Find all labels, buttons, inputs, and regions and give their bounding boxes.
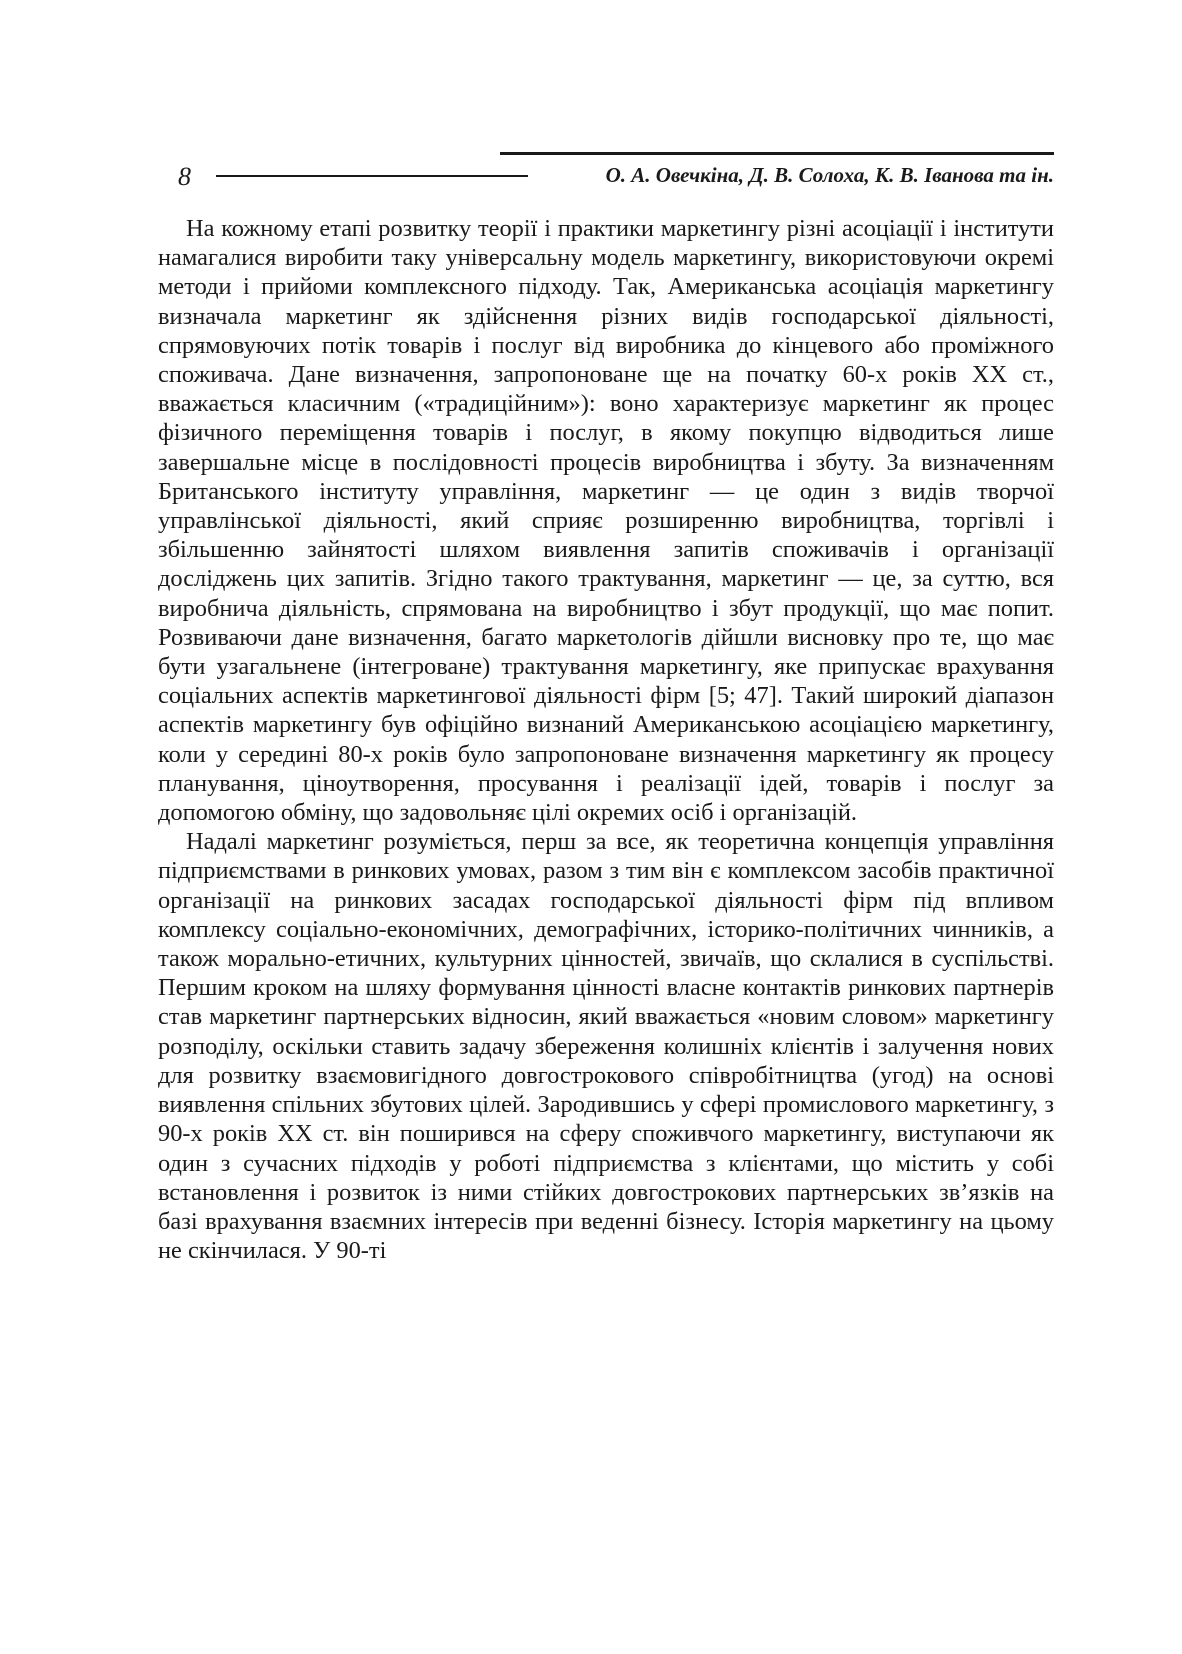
paragraph-2: Надалі маркетинг розуміється, перш за все, як теоретична концепція управління підприємствами в ринкових умовах, разом з тим він є комплексом засобів практичної організації на ринкових засадах господарської діяльності фірм під впливом комплексу соціально-економічних, демографічних, історико-політичних чинників, а також морально-етичних, культурних цінностей, звичаїв, що склалися в суспільстві. Першим кроком на шляху формування цінності власне контактів ринкових партнерів став маркетинг партнерських відносин, який вважається «новим словом» маркетингу розподілу, оскільки ставить задачу збереження колишніх клієнтів і залучення нових для розвитку взаємовигідного довгострокового співробітництва (угод) на основі виявлення спільних збутових цілей. Зародившись у сфері промислового маркетингу, з 90-х років XX ст. він поширився на сферу споживчого маркетингу, виступаючи як один з сучасних підходів у роботі підприємства з клієнтами, що містить у собі встановлення і розвиток із ними стійких довгострокових партнерських зв’язків на базі врахування взаємних інтересів при веденні бізнесу. Історія маркетингу на цьому не скінчилася. У 90-ті	[158, 828, 1054, 1265]
header-rule-short	[216, 175, 528, 177]
running-header	[178, 150, 1054, 200]
body-text	[158, 214, 1054, 1265]
paragraph-1: На кожному етапі розвитку теорії і практики маркетингу різні асоціації і інститути намагалися виробити таку універсальну модель маркетингу, використовуючи окремі методи і прийоми комплексного підходу. Так, Американська асоціація маркетингу визначала маркетинг як здійснення різних видів господарської діяльності, спрямовуючих потік товарів і послуг від виробника до кінцевого або проміжного споживача. Дане визначення, запропоноване ще на початку 60-х років XX ст., вважається класичним («традиційним»): воно характеризує маркетинг як процес фізичного переміщення товарів і послуг, в якому покупцю відводиться лише завершальне місце в послідовності процесів виробництва і збуту. За визначенням Британського інституту управління, маркетинг — це один з видів творчої управлінської діяльності, який сприяє розширенню виробництва, торгівлі і збільшенню зайнятості шляхом виявлення запитів споживачів і організації досліджень цих запитів. Згідно такого трактування, маркетинг — це, за суттю, вся виробнича діяльність, спрямована на виробництво і збут продукції, що має попит. Розвиваючи дане визначення, багато маркетологів дійшли висновку про те, що має бути узагальнене (інтегроване) трактування маркетингу, яке припускає врахування соціальних аспектів маркетингової діяльності фірм [5; 47]. Такий широкий діапазон аспектів маркетингу був офіційно визнаний Американською асоціацією маркетингу, коли у середині 80-х років було запропоноване визначення маркетингу як процесу планування, ціноутворення, просування і реалізації ідей, товарів і послуг за допомогою обміну, що задовольняє цілі окремих осіб і організацій.	[158, 215, 1054, 827]
page-number: 8	[178, 162, 191, 191]
header-authors: О. А. Овечкіна, Д. В. Солоха, К. В. Іванова та ін.	[605, 163, 1054, 187]
header-rule-long	[500, 152, 1054, 155]
